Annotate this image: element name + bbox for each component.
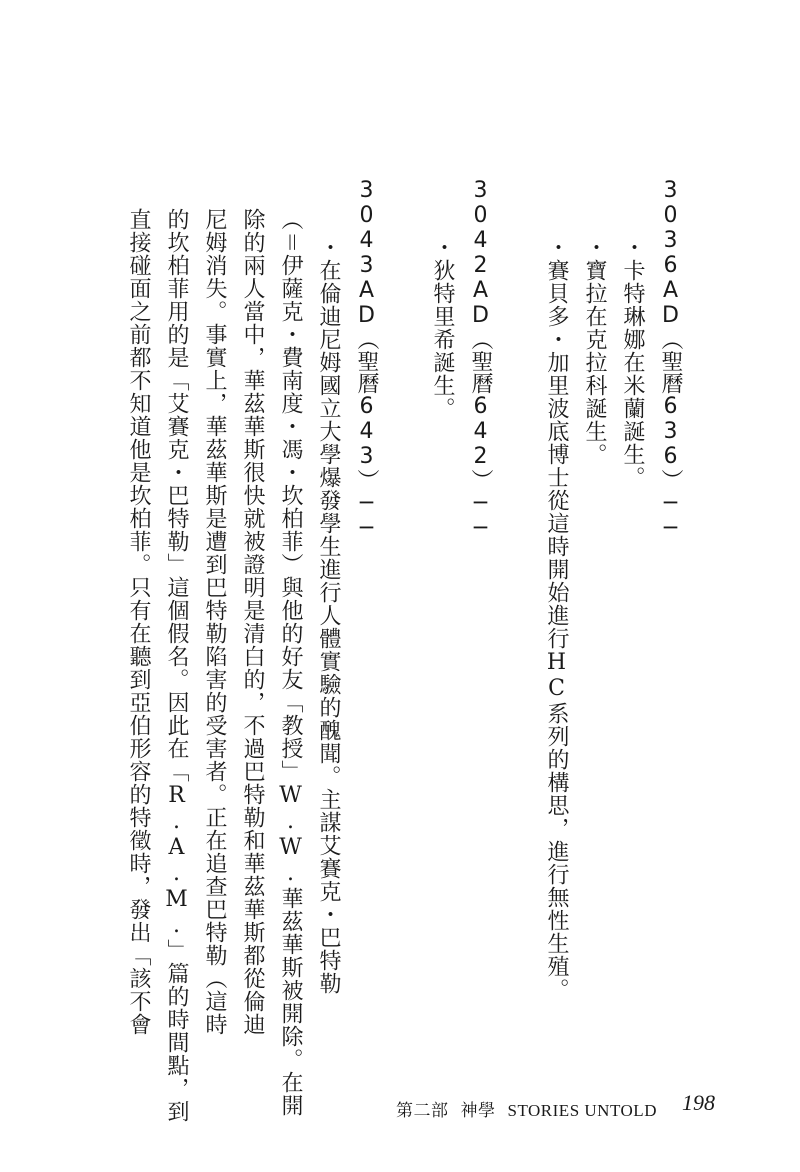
- footer-series: STORIES UNTOLD: [507, 1101, 657, 1120]
- paragraph-line: 除的兩人當中，華茲華斯很快就被證明是清白的，不過巴特勒和華茲華斯都從倫迪: [240, 208, 265, 1036]
- paragraph-line: 的坎柏菲用的是「艾賽克・巴特勒」這個假名。因此在「R.A.M.」篇的時間點，到: [164, 208, 189, 1123]
- entry-item: ・賽貝多・加里波底博士從這時開始進行HC系列的構思，進行無性生殖。: [544, 236, 569, 1001]
- page-number: 198: [682, 1090, 715, 1115]
- entry-item: ・寶拉在克拉科誕生。: [582, 236, 607, 466]
- paragraph-line: （＝伊薩克・費南度・馮・坎柏菲）與他的好友「教授」W.W.華茲華斯被開除。在開: [278, 208, 303, 1117]
- entry-heading-3042: 3042AD（聖曆642）──: [468, 178, 493, 541]
- paragraph-line: ・在倫迪尼姆國立大學爆發學生進行人體實驗的醜聞。主謀艾賽克・巴特勒: [316, 236, 341, 995]
- entry-heading-3043: 3043AD（聖曆643）──: [354, 178, 379, 541]
- entry-item: ・卡特琳娜在米蘭誕生。: [620, 236, 645, 489]
- paragraph-line: 直接碰面之前都不知道他是坎柏菲。只有在聽到亞伯形容的特徵時，發出「該不會: [126, 208, 151, 1036]
- paragraph-line: 尼姆消失。事實上，華茲華斯是遭到巴特勒陷害的受害者。正在追查巴特勒（這時: [202, 208, 227, 1036]
- footer-part: 第二部: [396, 1101, 449, 1120]
- running-footer: [396, 1096, 657, 1121]
- entry-item: ・狄特里希誕生。: [430, 236, 455, 420]
- footer-section: 神學: [460, 1101, 496, 1120]
- entry-heading-3036: 3036AD（聖曆636）──: [658, 178, 683, 541]
